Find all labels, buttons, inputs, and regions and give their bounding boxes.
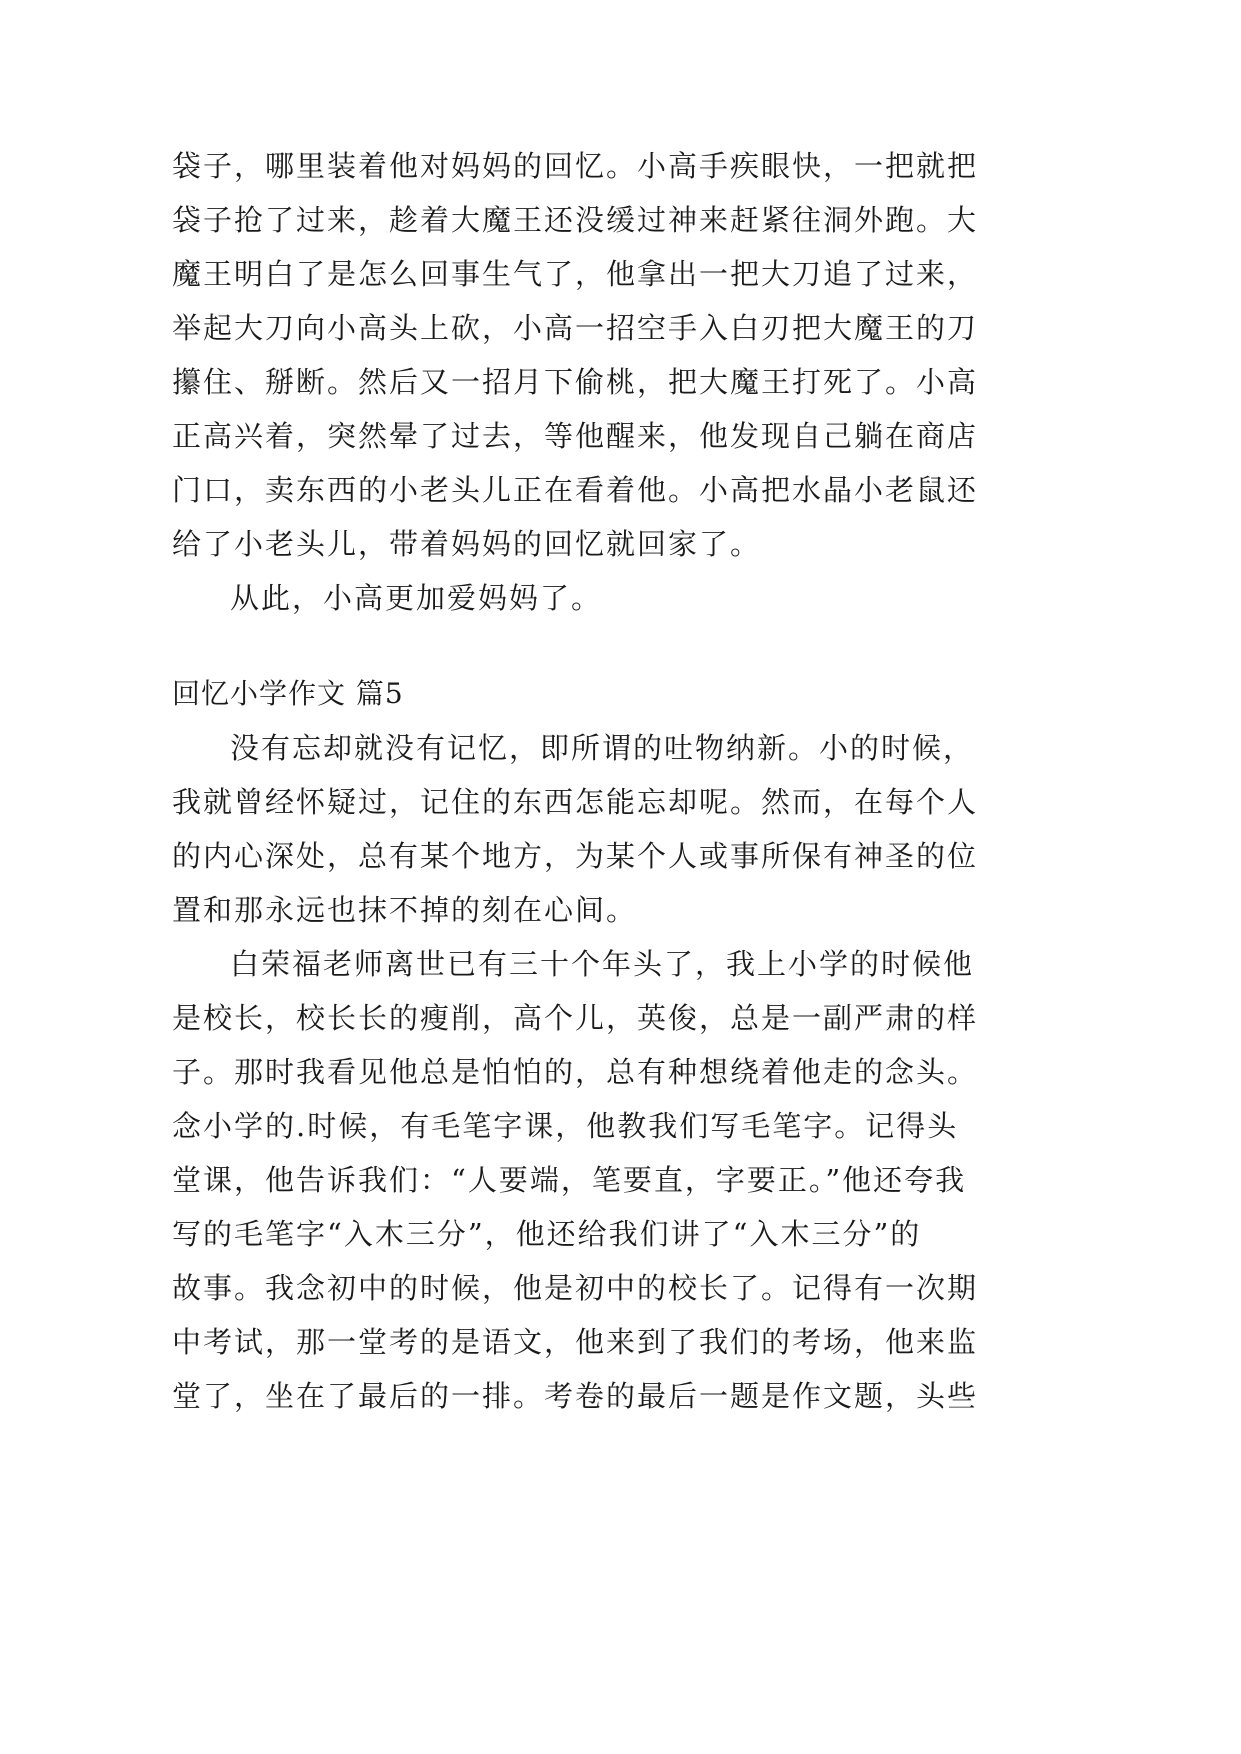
story-line-7: 门口，卖东西的小老头儿正在看着他。小高把水晶小老鼠还 [172, 473, 979, 507]
story-line-4: 举起大刀向小高头上砍，小高一招空手入白刃把大魔王的刀 [172, 311, 979, 345]
essay-p2-line-1: 白荣福老师离世已有三十个年头了，我上小学的时候他 [230, 947, 975, 981]
essay-p1-line-3: 的内心深处，总有某个地方，为某个人或事所保有神圣的位 [172, 839, 979, 873]
section-title: 回忆小学作文 篇5 [172, 677, 404, 710]
essay-p1-line-4: 置和那永远也抹不掉的刻在心间。 [172, 893, 638, 927]
story-line-1: 袋子，哪里装着他对妈妈的回忆。小高手疾眼快，一把就把 [172, 149, 979, 183]
essay-p2-line-3: 子。那时我看见他总是怕怕的，总有种想绕着他走的念头。 [172, 1055, 979, 1089]
essay-p1-line-1: 没有忘却就没有记忆，即所谓的吐物纳新。小的时候， [230, 731, 975, 765]
essay-p2-line-7: 故事。我念初中的时候，他是初中的校长了。记得有一次期 [172, 1271, 979, 1305]
story-closing: 从此，小高更加爱妈妈了。 [230, 581, 603, 615]
story-line-6: 正高兴着，突然晕了过去，等他醒来，他发现自己躺在商店 [172, 419, 979, 453]
essay-p1-line-2: 我就曾经怀疑过，记住的东西怎能忘却呢。然而，在每个人 [172, 785, 979, 819]
story-line-2: 袋子抢了过来，趁着大魔王还没缓过神来赶紧往洞外跑。大 [172, 203, 979, 237]
essay-p2-line-2: 是校长，校长长的瘦削，高个儿，英俊，总是一副严肃的样 [172, 1001, 979, 1035]
story-line-8: 给了小老头儿，带着妈妈的回忆就回家了。 [172, 527, 762, 561]
story-line-3: 魔王明白了是怎么回事生气了，他拿出一把大刀追了过来， [172, 257, 979, 291]
essay-p2-line-4: 念小学的.时候，有毛笔字课，他教我们写毛笔字。记得头 [172, 1109, 959, 1143]
essay-p2-line-8: 中考试，那一堂考的是语文，他来到了我们的考场，他来监 [172, 1325, 979, 1359]
essay-p2-line-5: 堂课，他告诉我们：“人要端，笔要直，字要正。”他还夸我 [172, 1163, 967, 1197]
essay-p2-line-6: 写的毛笔字“入木三分”，他还给我们讲了“入木三分”的 [172, 1217, 922, 1251]
essay-p2-line-9: 堂了，坐在了最后的一排。考卷的最后一题是作文题，头些 [172, 1379, 979, 1413]
story-line-5: 攥住、掰断。然后又一招月下偷桃，把大魔王打死了。小高 [172, 365, 979, 399]
